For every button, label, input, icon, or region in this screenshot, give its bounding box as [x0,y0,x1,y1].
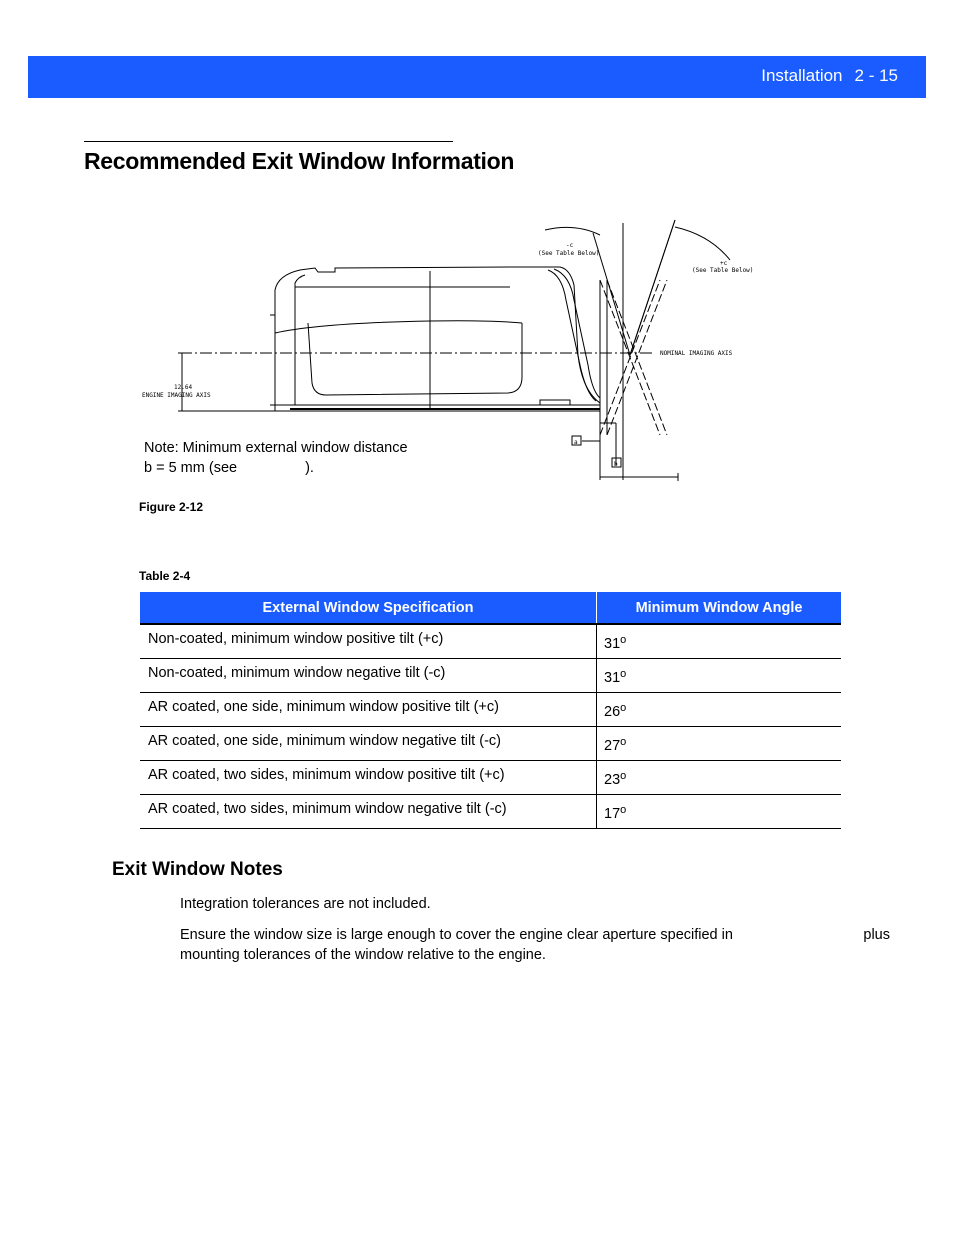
header-bar [28,56,926,98]
angle-value: 23 [604,771,621,788]
callout-minus-c-sub: (See Table Below) [538,250,600,257]
figure-note-line2-end: ). [305,460,314,476]
figure-label: Figure 2-12 [139,500,204,514]
degree-symbol: o [620,769,627,782]
notes-paragraph-2 [180,925,892,965]
table-row [140,760,841,794]
header-external-window-spec: External Window Specification [140,592,597,624]
figure-note-line1: Note: Minimum external window distance [144,440,408,456]
spec-cell: AR coated, one side, minimum window negative tilt (-c) [140,726,597,760]
angle-cell [597,760,842,794]
angle-cell [597,692,842,726]
callout-plus-c-sub: (See Table Below) [692,267,754,274]
angle-value: 31 [604,636,621,652]
callout-box-a: a [574,439,578,446]
figure-note-line2-start: b = 5 mm (see [144,460,238,476]
table-row [140,726,841,760]
angle-value: 17 [604,805,621,822]
notes-paragraph-1: Integration tolerances are not included. [180,896,431,912]
angle-cell [597,658,842,692]
page-title: Recommended Exit Window Information [84,148,515,174]
degree-symbol: o [620,701,627,714]
spec-cell: AR coated, one side, minimum window positive tilt (+c) [140,692,597,726]
spec-cell: Non-coated, minimum window positive tilt (+c) [140,624,597,658]
notes-paragraph-2-line1: Ensure the window size is large enough to cover the engine clear aperture specified in [180,927,733,943]
degree-symbol: o [620,735,627,748]
callout-minus-c: -c [566,242,574,249]
spec-cell: AR coated, two sides, minimum window positive tilt (+c) [140,760,597,794]
table-label: Table 2-4 [139,569,191,583]
callout-dim-value: 12.64 [174,384,193,391]
spec-cell: Non-coated, minimum window negative tilt (-c) [140,658,597,692]
notes-paragraph-2-plus: plus [863,927,890,943]
degree-symbol: o [620,803,627,816]
angle-cell [597,624,842,658]
callout-plus-c: +c [720,260,728,267]
angle-value: 31 [604,669,621,686]
engine-outline [275,267,600,411]
degree-symbol: o [620,667,627,680]
header-section: Installation [761,66,843,85]
table-row [140,794,841,828]
angle-cell [597,794,842,828]
header-text [761,66,898,86]
spec-cell: AR coated, two sides, minimum window negative tilt (-c) [140,794,597,828]
figure-note [144,438,408,478]
notes-paragraph-2-line2: mounting tolerances of the window relative to the engine. [180,947,546,963]
angle-value: 26 [604,703,621,720]
table-row [140,658,841,692]
title-rule [84,141,453,142]
callout-box-b: b [614,461,618,468]
table-row [140,624,841,658]
callout-nominal-axis: NOMINAL IMAGING AXIS [660,350,733,357]
table-row [140,692,841,726]
window-spec-table [140,592,841,829]
angle-cell [597,726,842,760]
header-minimum-window-angle: Minimum Window Angle [597,592,842,624]
degree-symbol: o [620,634,627,646]
exit-window-notes-title: Exit Window Notes [112,859,283,880]
angle-value: 27 [604,737,621,754]
header-page-number: 2 - 15 [854,66,898,85]
table-header-row [140,592,841,624]
callout-engine-axis: ENGINE IMAGING AXIS [142,392,211,399]
